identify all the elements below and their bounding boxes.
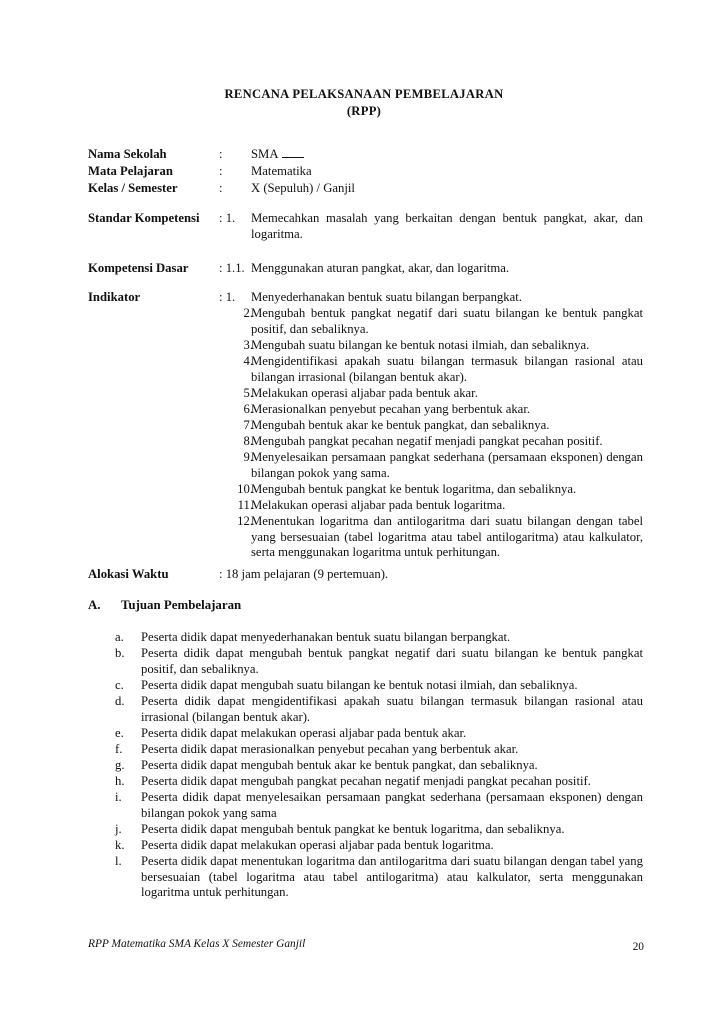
section-label: Indikator <box>88 290 141 304</box>
info-colon: : <box>219 164 223 178</box>
objective-text: Peserta didik dapat menyelesaikan persamaan pangkat sederhana (persamaan eksponen) dengan bilangan pokok yang sama <box>141 790 643 820</box>
section-value: : 18 jam pelajaran (9 pertemuan). <box>219 567 389 581</box>
objective-letter: g. <box>115 758 125 772</box>
info-value: X (Sepuluh) / Ganjil <box>251 181 355 195</box>
objective-letter: e. <box>115 726 124 740</box>
indicator-text: Mengidentifikasi apakah suatu bilangan termasuk bilangan rasional atau bilangan irrasional (bilangan bentuk akar). <box>251 354 643 384</box>
objective-letter: i. <box>115 790 122 804</box>
indicator-text: Merasionalkan penyebut pecahan yang berbentuk akar. <box>251 402 531 416</box>
objective-letter: j. <box>115 822 122 836</box>
objective-text: Peserta didik dapat mengubah bentuk pangkat negatif dari suatu bilangan ke bentuk pangkat positif, dan sebaliknya. <box>141 646 643 676</box>
objective-text: Peserta didik dapat melakukan operasi aljabar pada bentuk logaritma. <box>141 838 494 852</box>
objective-text: Peserta didik dapat merasionalkan penyebut pecahan yang berbentuk akar. <box>141 742 519 756</box>
indicator-text: Mengubah bentuk akar ke bentuk pangkat, dan sebaliknya. <box>251 418 550 432</box>
indicator-text: Menentukan logaritma dan antilogaritma dari suatu bilangan dengan tabel yang bersesuaian (tabel logaritma atau tabel antilogaritma) atau kalkulator, serta menggunakan logaritma untuk perhitungan. <box>251 514 643 560</box>
objective-letter: h. <box>115 774 125 788</box>
objective-letter: k. <box>115 838 125 852</box>
indicator-text: Melakukan operasi aljabar pada bentuk akar. <box>251 386 478 400</box>
page-number: 20 <box>632 941 644 953</box>
document-title: RENCANA PELAKSANAAN PEMBELAJARAN <box>224 87 504 101</box>
info-label: Nama Sekolah <box>88 147 167 161</box>
document-subtitle: (RPP) <box>346 104 382 118</box>
indicator-number: 12. <box>237 514 253 528</box>
info-label: Kelas / Semester <box>88 181 178 195</box>
indicator-number: 10. <box>237 482 253 496</box>
objective-letter: b. <box>115 646 125 660</box>
section-text: Memecahkan masalah yang berkaitan dengan bentuk pangkat, akar, dan logaritma. <box>251 211 643 241</box>
indicator-number: 5. <box>243 386 253 400</box>
indicator-number: 6. <box>243 402 253 416</box>
section-letter: A. <box>88 598 101 612</box>
objective-text: Peserta didik dapat mengidentifikasi apakah suatu bilangan termasuk bilangan rasional atau irrasional (bilangan bentuk akar). <box>141 694 643 724</box>
section-text: Menggunakan aturan pangkat, akar, dan logaritma. <box>251 261 510 275</box>
section-number: : 1. <box>219 211 236 225</box>
info-row-class <box>88 180 643 198</box>
indicator-number: : 1. <box>219 290 236 304</box>
objective-letter: d. <box>115 694 125 708</box>
objective-letter: a. <box>115 630 124 644</box>
info-label: Mata Pelajaran <box>88 164 173 178</box>
objective-letter: c. <box>115 678 124 692</box>
section-label: Kompetensi Dasar <box>88 261 189 275</box>
objective-letter: l. <box>115 854 122 868</box>
indicator-number: 11. <box>237 498 253 512</box>
info-value: SMA <box>251 146 304 163</box>
indicator-number: 4. <box>243 354 253 368</box>
info-colon: : <box>219 147 223 161</box>
indicator-text: Mengubah bentuk pangkat negatif dari suatu bilangan ke bentuk pangkat positif, dan sebaliknya. <box>251 306 643 336</box>
indicator-number: 8. <box>243 434 253 448</box>
indicator-number: 9. <box>243 450 253 464</box>
objective-text: Peserta didik dapat melakukan operasi aljabar pada bentuk akar. <box>141 726 467 740</box>
objective-text: Peserta didik dapat menyederhanakan bentuk suatu bilangan berpangkat. <box>141 630 511 644</box>
objective-text: Peserta didik dapat mengubah suatu bilangan ke bentuk notasi ilmiah, dan sebaliknya. <box>141 678 578 692</box>
info-row-subject <box>88 163 643 181</box>
page-footer: RPP Matematika SMA Kelas X Semester Ganjil <box>88 938 306 950</box>
info-value: Matematika <box>251 164 312 178</box>
objective-text: Peserta didik dapat mengubah bentuk pangkat ke bentuk logaritma, dan sebaliknya. <box>141 822 565 836</box>
section-label: Alokasi Waktu <box>88 567 169 581</box>
section-label: Standar Kompetensi <box>88 211 200 225</box>
indicator-text: Melakukan operasi aljabar pada bentuk logaritma. <box>251 498 506 512</box>
objective-text: Peserta didik dapat mengubah pangkat pecahan negatif menjadi pangkat pecahan positif. <box>141 774 591 788</box>
section-number: : 1.1. <box>219 261 245 275</box>
objective-text: Peserta didik dapat menentukan logaritma dan antilogaritma dari suatu bilangan dengan tabel yang bersesuaian (tabel logaritma atau tabel antilogaritma) atau kalkulator, serta menggunakan logaritma untuk perhitungan. <box>141 854 643 900</box>
indicator-text: Mengubah pangkat pecahan negatif menjadi pangkat pecahan positif. <box>251 434 603 448</box>
info-row-school <box>88 146 643 164</box>
indicator-number: 7. <box>243 418 253 432</box>
section-title: Tujuan Pembelajaran <box>121 598 242 612</box>
indicator-text: Menyelesaikan persamaan pangkat sederhana (persamaan eksponen) dengan bilangan pokok yang sama. <box>251 450 643 480</box>
indicator-text: Mengubah suatu bilangan ke bentuk notasi ilmiah, dan sebaliknya. <box>251 338 590 352</box>
blank-line <box>282 147 304 158</box>
indicator-number: 2. <box>243 306 253 320</box>
indicator-text: Menyederhanakan bentuk suatu bilangan berpangkat. <box>251 290 522 304</box>
indicator-text: Mengubah bentuk pangkat ke bentuk logaritma, dan sebaliknya. <box>251 482 577 496</box>
indicator-number: 3. <box>243 338 253 352</box>
info-colon: : <box>219 181 223 195</box>
objective-text: Peserta didik dapat mengubah bentuk akar ke bentuk pangkat, dan sebaliknya. <box>141 758 538 772</box>
objective-letter: f. <box>115 742 123 756</box>
